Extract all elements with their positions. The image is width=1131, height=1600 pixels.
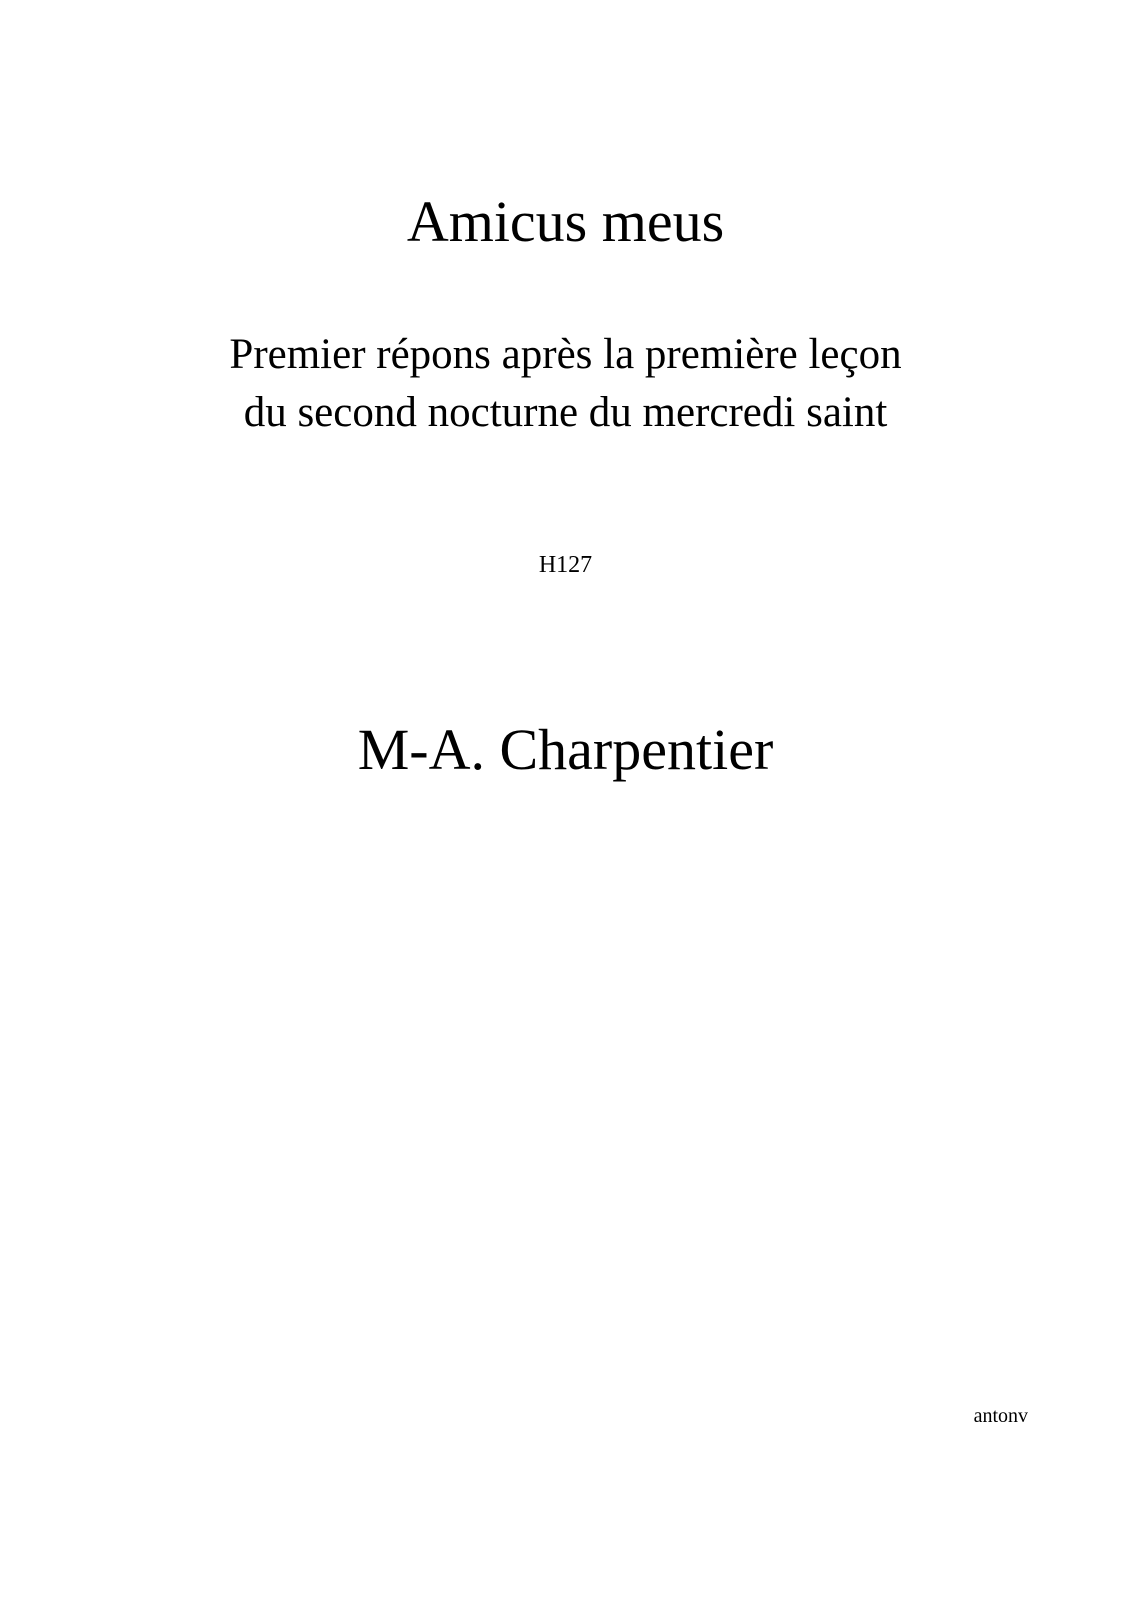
work-title: Amicus meus [406, 189, 725, 254]
composer-name: M-A. Charpentier [357, 717, 774, 782]
work-subtitle [0, 326, 1131, 442]
engraver-credit: antonv [973, 1405, 1028, 1427]
subtitle-line-2: du second nocturne du mercredi saint [243, 389, 888, 436]
catalog-number: H127 [538, 552, 593, 578]
subtitle-line-1: Premier répons après la première leçon [229, 331, 902, 378]
